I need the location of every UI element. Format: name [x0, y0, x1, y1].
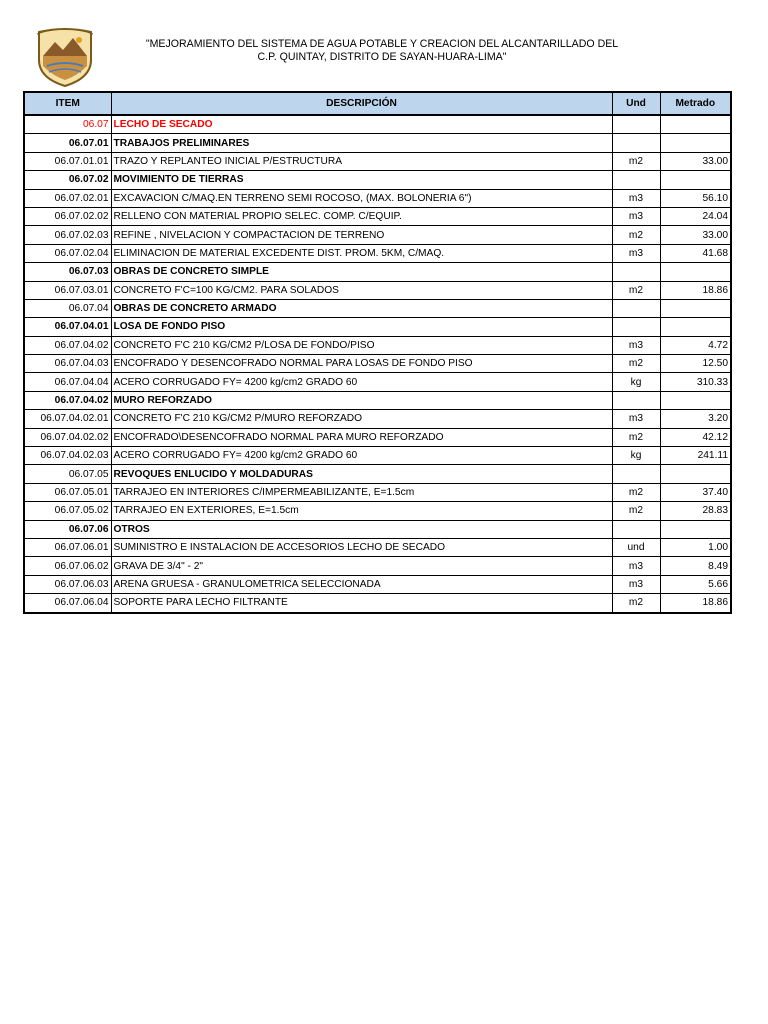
row-metrado: 28.83: [660, 502, 731, 520]
row-unit: m2: [612, 152, 660, 170]
quantities-table: [23, 91, 732, 614]
row-item-code: 06.07.04.01: [24, 318, 111, 336]
row-description: ACERO CORRUGADO FY= 4200 kg/cm2 GRADO 60: [111, 373, 612, 391]
row-item-code: 06.07.04.02: [24, 391, 111, 409]
row-unit: m2: [612, 355, 660, 373]
row-metrado: 5.66: [660, 575, 731, 593]
row-metrado: 18.86: [660, 594, 731, 613]
row-unit: m2: [612, 226, 660, 244]
row-unit: [612, 171, 660, 189]
row-metrado: 4.72: [660, 336, 731, 354]
row-item-code: 06.07.01.01: [24, 152, 111, 170]
title-line-2: C.P. QUINTAY, DISTRITO DE SAYAN-HUARA-LIMA": [257, 51, 507, 63]
table-row: [24, 226, 731, 244]
row-item-code: 06.07.02: [24, 171, 111, 189]
table-row: [24, 447, 731, 465]
row-description: CONCRETO F'C=100 KG/CM2. PARA SOLADOS: [111, 281, 612, 299]
row-description: OTROS: [111, 520, 612, 538]
row-unit: kg: [612, 373, 660, 391]
row-description: SUMINISTRO E INSTALACION DE ACCESORIOS LECHO DE SECADO: [111, 538, 612, 556]
row-description: CONCRETO F'C 210 KG/CM2 P/MURO REFORZADO: [111, 410, 612, 428]
row-unit: m3: [612, 244, 660, 262]
row-metrado: 18.86: [660, 281, 731, 299]
row-metrado: 24.04: [660, 207, 731, 225]
row-unit: m3: [612, 410, 660, 428]
row-metrado: 241.11: [660, 447, 731, 465]
row-unit: m2: [612, 483, 660, 501]
table-row: [24, 336, 731, 354]
row-description: SOPORTE PARA LECHO FILTRANTE: [111, 594, 612, 613]
row-item-code: 06.07.04.03: [24, 355, 111, 373]
row-unit: [612, 318, 660, 336]
document-title: [110, 38, 654, 64]
row-description: REFINE , NIVELACION Y COMPACTACION DE TERRENO: [111, 226, 612, 244]
row-description: LECHO DE SECADO: [111, 115, 612, 134]
row-description: ELIMINACION DE MATERIAL EXCEDENTE DIST. PROM. 5KM, C/MAQ.: [111, 244, 612, 262]
row-item-code: 06.07.01: [24, 134, 111, 152]
table-row: [24, 391, 731, 409]
row-description: CONCRETO F'C 210 KG/CM2 P/LOSA DE FONDO/PISO: [111, 336, 612, 354]
row-description: TARRAJEO EN EXTERIORES, E=1.5cm: [111, 502, 612, 520]
municipal-crest-icon: [33, 26, 97, 88]
row-metrado: 33.00: [660, 152, 731, 170]
row-item-code: 06.07.06.04: [24, 594, 111, 613]
table-row: [24, 171, 731, 189]
table-row: [24, 502, 731, 520]
row-item-code: 06.07.05: [24, 465, 111, 483]
row-unit: m3: [612, 189, 660, 207]
row-description: OBRAS DE CONCRETO SIMPLE: [111, 263, 612, 281]
column-header-description: DESCRIPCIÓN: [111, 92, 612, 115]
row-unit: m2: [612, 428, 660, 446]
row-metrado: [660, 465, 731, 483]
row-item-code: 06.07.05.01: [24, 483, 111, 501]
table-row: [24, 189, 731, 207]
row-description: OBRAS DE CONCRETO ARMADO: [111, 299, 612, 317]
row-metrado: 42.12: [660, 428, 731, 446]
table-row: [24, 594, 731, 613]
row-description: GRAVA DE 3/4" - 2": [111, 557, 612, 575]
table-row: [24, 134, 731, 152]
row-unit: m2: [612, 502, 660, 520]
table-row: [24, 318, 731, 336]
table-header-row: [24, 92, 731, 115]
row-unit: m3: [612, 575, 660, 593]
row-metrado: [660, 520, 731, 538]
table-row: [24, 373, 731, 391]
table-row: [24, 207, 731, 225]
row-description: MOVIMIENTO DE TIERRAS: [111, 171, 612, 189]
document-header: [0, 0, 768, 92]
table-row: [24, 244, 731, 262]
row-unit: m3: [612, 207, 660, 225]
row-item-code: 06.07.05.02: [24, 502, 111, 520]
row-metrado: 37.40: [660, 483, 731, 501]
row-item-code: 06.07.06: [24, 520, 111, 538]
table-row: [24, 281, 731, 299]
row-metrado: 3.20: [660, 410, 731, 428]
table-row: [24, 263, 731, 281]
row-description: ENCOFRADO Y DESENCOFRADO NORMAL PARA LOSAS DE FONDO PISO: [111, 355, 612, 373]
table-row: [24, 152, 731, 170]
row-metrado: 8.49: [660, 557, 731, 575]
row-metrado: [660, 263, 731, 281]
row-description: REVOQUES ENLUCIDO Y MOLDADURAS: [111, 465, 612, 483]
row-description: ARENA GRUESA - GRANULOMETRICA SELECCIONADA: [111, 575, 612, 593]
table-row: [24, 538, 731, 556]
row-description: EXCAVACION C/MAQ.EN TERRENO SEMI ROCOSO, (MAX. BOLONERIA 6"): [111, 189, 612, 207]
row-metrado: [660, 134, 731, 152]
row-description: RELLENO CON MATERIAL PROPIO SELEC. COMP. C/EQUIP.: [111, 207, 612, 225]
table-row: [24, 355, 731, 373]
table-row: [24, 520, 731, 538]
row-description: ENCOFRADO\DESENCOFRADO NORMAL PARA MURO REFORZADO: [111, 428, 612, 446]
row-metrado: [660, 115, 731, 134]
row-item-code: 06.07.03.01: [24, 281, 111, 299]
row-unit: [612, 520, 660, 538]
row-description: MURO REFORZADO: [111, 391, 612, 409]
column-header-metrado: Metrado: [660, 92, 731, 115]
table-row: [24, 115, 731, 134]
row-item-code: 06.07.02.02: [24, 207, 111, 225]
table-row: [24, 557, 731, 575]
row-metrado: [660, 318, 731, 336]
row-item-code: 06.07.06.02: [24, 557, 111, 575]
row-item-code: 06.07.04.02: [24, 336, 111, 354]
table-row: [24, 575, 731, 593]
row-metrado: 41.68: [660, 244, 731, 262]
row-metrado: [660, 171, 731, 189]
row-item-code: 06.07.04: [24, 299, 111, 317]
row-item-code: 06.07: [24, 115, 111, 134]
row-metrado: 310.33: [660, 373, 731, 391]
table-row: [24, 299, 731, 317]
row-unit: [612, 115, 660, 134]
table-row: [24, 465, 731, 483]
row-description: ACERO CORRUGADO FY= 4200 kg/cm2 GRADO 60: [111, 447, 612, 465]
row-description: TRAZO Y REPLANTEO INICIAL P/ESTRUCTURA: [111, 152, 612, 170]
row-item-code: 06.07.04.02.01: [24, 410, 111, 428]
row-description: LOSA DE FONDO PISO: [111, 318, 612, 336]
row-unit: [612, 263, 660, 281]
row-unit: [612, 465, 660, 483]
row-description: TARRAJEO EN INTERIORES C/IMPERMEABILIZANTE, E=1.5cm: [111, 483, 612, 501]
row-item-code: 06.07.02.04: [24, 244, 111, 262]
row-metrado: [660, 391, 731, 409]
table-row: [24, 410, 731, 428]
row-description: TRABAJOS PRELIMINARES: [111, 134, 612, 152]
row-item-code: 06.07.02.01: [24, 189, 111, 207]
row-unit: m2: [612, 281, 660, 299]
row-unit: [612, 391, 660, 409]
row-unit: und: [612, 538, 660, 556]
column-header-unit: Und: [612, 92, 660, 115]
table-row: [24, 483, 731, 501]
row-item-code: 06.07.04.04: [24, 373, 111, 391]
row-metrado: 56.10: [660, 189, 731, 207]
row-item-code: 06.07.06.01: [24, 538, 111, 556]
row-item-code: 06.07.02.03: [24, 226, 111, 244]
title-line-1: "MEJORAMIENTO DEL SISTEMA DE AGUA POTABLE Y CREACION DEL ALCANTARILLADO DEL: [145, 38, 619, 50]
row-item-code: 06.07.06.03: [24, 575, 111, 593]
row-unit: m3: [612, 557, 660, 575]
row-item-code: 06.07.04.02.03: [24, 447, 111, 465]
row-item-code: 06.07.03: [24, 263, 111, 281]
row-unit: [612, 134, 660, 152]
table-row: [24, 428, 731, 446]
row-unit: m3: [612, 336, 660, 354]
row-metrado: 12.50: [660, 355, 731, 373]
row-metrado: [660, 299, 731, 317]
row-metrado: 1.00: [660, 538, 731, 556]
column-header-item: ITEM: [24, 92, 111, 115]
row-metrado: 33.00: [660, 226, 731, 244]
row-unit: [612, 299, 660, 317]
row-item-code: 06.07.04.02.02: [24, 428, 111, 446]
row-unit: kg: [612, 447, 660, 465]
row-unit: m2: [612, 594, 660, 613]
